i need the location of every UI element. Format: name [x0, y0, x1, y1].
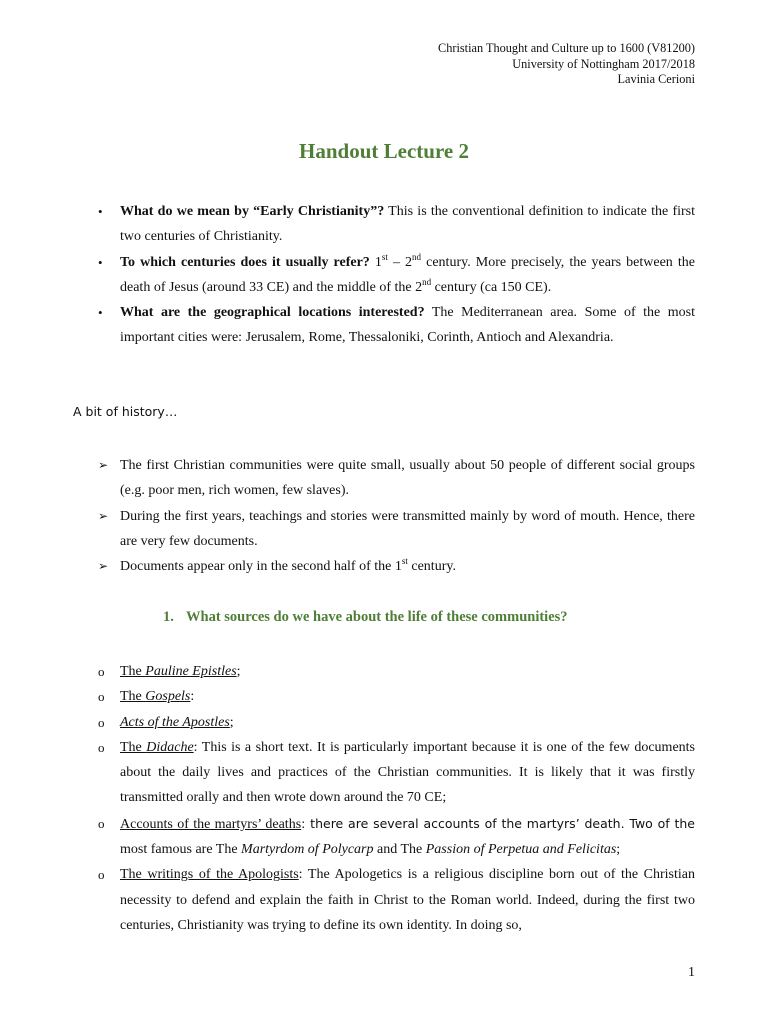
question: What do we mean by “Early Christianity”?	[120, 204, 385, 219]
question: To which centuries does it usually refer?	[120, 254, 370, 270]
university: University of Nottingham 2017/2018	[512, 56, 695, 71]
question-list	[0, 199, 768, 351]
section-number: 1.	[163, 609, 174, 625]
arrow-bullet-icon: ➢	[98, 458, 109, 472]
list-item: o The writings of the Apologists: The Apologetics is a religious discipline born out of the Christian necessity to defend and explain the faith in Christ to the Roman world. Indeed, during the first two centuries, Christianity was trying to define its own identity. In doing so,	[0, 862, 768, 938]
circle-bullet-icon: o	[98, 689, 105, 705]
list-item: o The Didache: This is a short text. It is particularly important because it is one of the few documents about the daily lives and practices of the Christian communities. It is likely that it was firstly transmitted orally and then wrote down around the 70 CE;	[0, 735, 768, 811]
list-item: o The Pauline Epistles;	[0, 659, 768, 684]
circle-bullet-icon: o	[98, 664, 105, 679]
section-title: What sources do we have about the life of these communities?	[186, 609, 568, 625]
list-item	[0, 199, 768, 250]
arrow-bullet-icon: ➢	[98, 508, 109, 523]
answer: The Mediterranean area. Some of the most important cities were: Jerusalem, Rome, Thessaloniki, Corinth, Antioch and Alexandria.	[120, 305, 695, 346]
list-item: ➢ Documents appear only in the second half of the 1st century.	[0, 554, 768, 579]
question: What are the geographical locations interested?	[120, 305, 425, 321]
arrow-bullet-icon: ➢	[98, 559, 109, 574]
circle-bullet-icon: o	[98, 815, 105, 831]
page-title: Handout Lecture 2	[299, 139, 469, 163]
circle-bullet-icon: o	[98, 714, 105, 730]
author: Lavinia Cerioni	[617, 72, 695, 86]
page-header	[438, 41, 695, 88]
answer: This is the conventional definition to indicate the first two centuries of Christianity.	[120, 204, 695, 245]
list-item: o The Gospels:	[0, 684, 768, 709]
bullet-icon: •	[98, 254, 103, 270]
list-item: o Acts of the Apostles;	[0, 710, 768, 735]
bullet-icon: •	[98, 305, 103, 321]
circle-bullet-icon: o	[98, 867, 105, 883]
course-title: Christian Thought and Culture up to 1600 (V81200)	[438, 41, 695, 55]
list-item: ➢ During the first years, teachings and stories were transmitted mainly by word of mouth. Hence, there are very few documents.	[0, 504, 768, 555]
circle-bullet-icon: o	[98, 739, 105, 755]
list-item: ➢ The first Christian communities were quite small, usually about 50 people of different social groups (e.g. poor men, rich women, few slaves).	[0, 453, 768, 504]
bullet-icon: •	[98, 204, 103, 219]
sources-list	[0, 659, 768, 938]
history-list	[0, 453, 768, 579]
list-item: o Accounts of the martyrs’ deaths: there are several accounts of the martyrs’ death. Two of the most famous are The Martyrdom of Polycarp and The Passion of Perpetua and Felicitas;	[0, 811, 768, 863]
list-item: • To which centuries does it usually refer? 1st – 2nd century. More precisely, the years between the death of Jesus (around 33 CE) and the middle of the 2nd century (ca 150 CE).	[98, 251, 695, 295]
list-item	[0, 300, 768, 351]
history-heading: A bit of history…	[73, 404, 178, 419]
page-number: 1	[688, 965, 695, 980]
